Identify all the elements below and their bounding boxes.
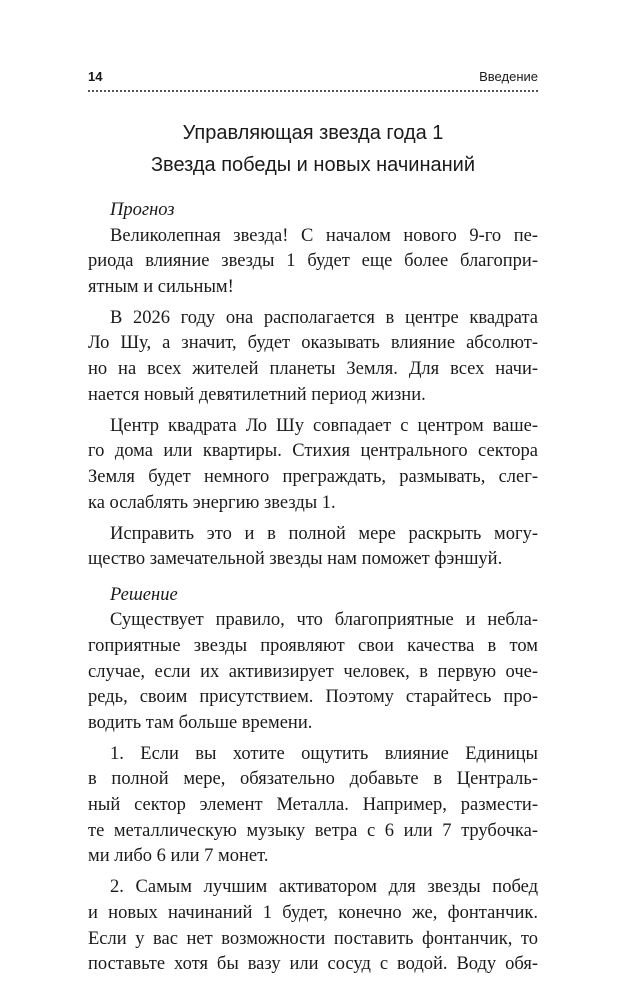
solution-paragraph-1 <box>88 608 538 736</box>
text-line: гоприятные звезды проявляют свои качества в том <box>88 636 538 656</box>
forecast-paragraph-4 <box>88 522 538 573</box>
text-line: нается новый девятилетний период жизни. <box>88 384 426 405</box>
text-line: щество замечательной звезды нам поможет фэншуй. <box>88 549 503 570</box>
forecast-paragraph-2 <box>88 306 538 408</box>
page-number: 14 <box>88 69 103 84</box>
text-line: 2. Самым лучшим активатором для звезды побед <box>110 877 538 898</box>
text-line: ятным и сильным! <box>88 276 234 297</box>
text-line: ми либо 6 или 7 монет. <box>88 846 269 867</box>
text-line: те металлическую музыку ветра с 6 или 7 трубочка- <box>88 820 538 841</box>
text-line: Существует правило, что благоприятные и небла- <box>110 610 538 631</box>
chapter-title-line-1: Управляющая звезда года 1 <box>182 122 444 144</box>
text-line: риода влияние звезды 1 будет еще более благопри- <box>88 251 538 272</box>
chapter-title-line-2: Звезда победы и новых начинаний <box>150 154 476 176</box>
text-line: Исправить это и в полной мере раскрыть могу- <box>110 523 538 544</box>
text-line: Великолепная звезда! С началом нового 9-го пе- <box>110 225 538 246</box>
text-line: в полной мере, обязательно добавьте в Централь- <box>88 769 538 790</box>
solution-paragraph-2 <box>88 742 538 870</box>
text-line: поставьте хотя бы вазу или сосуд с водой. Воду обя- <box>88 954 538 975</box>
text-line: Если у вас нет возможности поставить фонтанчик, то <box>88 928 538 949</box>
text-line: Земля будет немного преграждать, размывать, слег- <box>88 466 538 487</box>
forecast-heading: Прогноз <box>110 200 175 220</box>
text-line: 1. Если вы хотите ощутить влияние Единицы <box>110 743 538 764</box>
running-head <box>88 68 538 86</box>
forecast-paragraph-3 <box>88 414 538 516</box>
section-name: Введение <box>479 69 538 84</box>
text-line: го дома или квартиры. Стихия центрального сектора <box>88 441 538 462</box>
text-line: но на всех жителей планеты Земля. Для всех начи- <box>88 359 538 380</box>
solution-heading: Решение <box>110 584 178 605</box>
text-line: случае, если их активизирует человек, в первую оче- <box>88 661 538 682</box>
text-line: ка ослаблять энергию звезды 1. <box>88 492 336 513</box>
text-line: водить там больше времени. <box>88 712 313 733</box>
text-line: Центр квадрата Ло Шу совпадает с центром ваше- <box>110 415 538 436</box>
text-line: ный сектор элемент Металла. Например, размести- <box>88 795 538 816</box>
text-line: Ло Шу, а значит, будет оказывать влияние абсолют- <box>88 333 538 354</box>
text-line: В 2026 году она располагается в центре квадрата <box>110 307 538 328</box>
forecast-paragraph-1 <box>88 224 538 301</box>
solution-paragraph-3 <box>88 875 538 977</box>
body-text <box>88 198 538 978</box>
text-line: и новых начинаний 1 будет, конечно же, фонтанчик. <box>88 902 538 923</box>
chapter-title <box>88 117 538 181</box>
text-line: редь, своим присутствием. Поэтому старайтесь про- <box>88 687 538 708</box>
header-divider <box>88 90 538 92</box>
